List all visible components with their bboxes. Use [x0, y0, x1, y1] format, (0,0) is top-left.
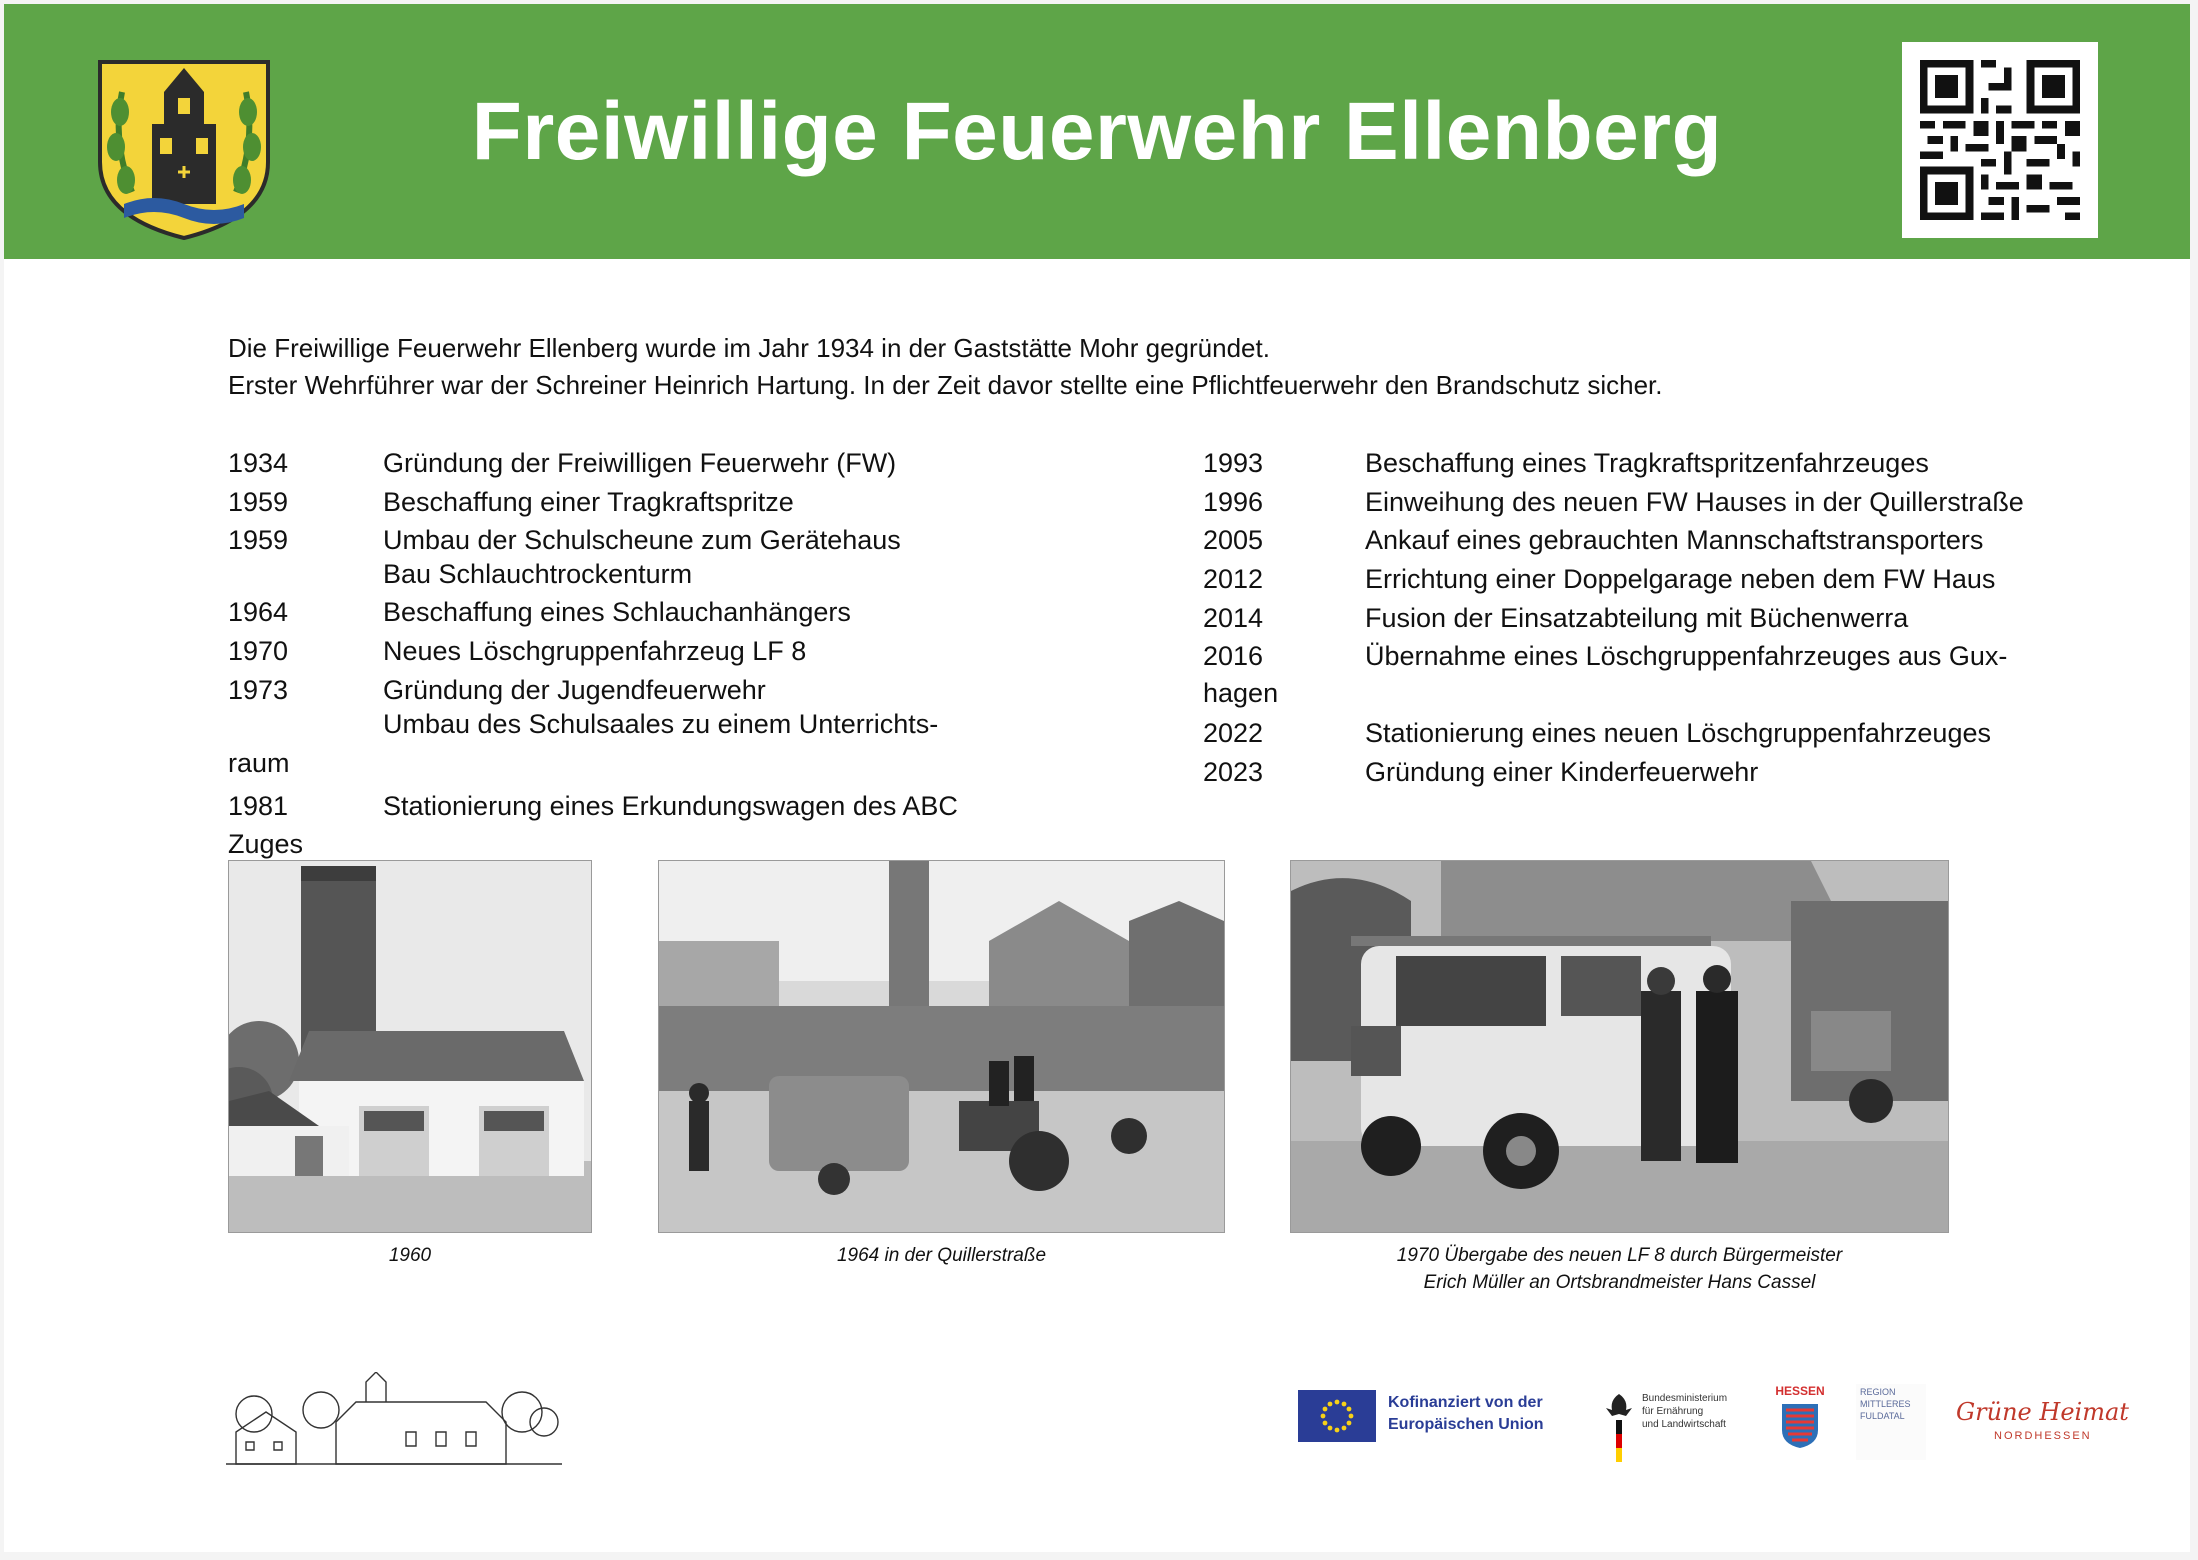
timeline-year: 1959	[228, 525, 289, 556]
timeline-year: 1970	[228, 636, 289, 667]
bmel-line-1: Bundesministerium	[1642, 1393, 1728, 1404]
region-text	[1860, 1386, 1911, 1422]
timeline-year: 1996	[1203, 486, 1264, 517]
photo-1960-fire-station	[228, 860, 592, 1233]
timeline-year: 2022	[1203, 718, 1264, 749]
timeline-year: 1964	[228, 597, 289, 628]
gh-nordhessen: NORDHESSEN	[1994, 1430, 2092, 1442]
timeline-event: Gründung der Jugendfeuerwehr	[383, 674, 766, 705]
qr-code-icon[interactable]	[1902, 42, 2098, 238]
timeline-event: Stationierung eines neuen Löschgruppenfahrzeuges	[1365, 718, 1991, 749]
coat-of-arms-icon	[94, 52, 274, 242]
timeline-event: Beschaffung eines Tragkraftspritzenfahrzeuges	[1365, 448, 1929, 478]
hessen-label: HESSEN	[1775, 1384, 1825, 1398]
timeline-event: Beschaffung eines Schlauchanhängers	[383, 597, 851, 628]
region-line-2: MITTLERES	[1860, 1399, 1911, 1409]
bmel-logo	[1602, 1390, 1742, 1462]
timeline-event-wrap: hagen	[1203, 678, 1279, 709]
gh-script: Grüne Heimat	[1956, 1398, 2129, 1426]
bmel-text	[1642, 1392, 1727, 1431]
timeline-event-wrap: raum	[228, 747, 290, 778]
timeline-year: 1959	[228, 486, 289, 517]
hessen-logo	[1772, 1384, 1828, 1454]
intro-line-2: Erster Wehrführer war der Schreiner Heinrich Hartung. In der Zeit davor stellte eine Pflichtfeuerwehr den Brandschutz sicher.	[228, 370, 1663, 400]
region-line-1: REGION	[1860, 1387, 1896, 1397]
timeline-year: 1981	[228, 790, 289, 821]
timeline-year: 2012	[1203, 564, 1264, 595]
timeline-event-continuation: Bau Schlauchtrockenturm	[383, 559, 693, 590]
intro-text	[228, 330, 1663, 404]
photo-caption: 1960	[388, 1245, 432, 1266]
timeline-year: 1934	[228, 448, 289, 478]
photo-1964-tractor	[658, 860, 1225, 1233]
photo-1970-lf8-handover	[1290, 860, 1949, 1233]
timeline-event: Gründung einer Kinderfeuerwehr	[1365, 757, 1759, 788]
timeline-event: Gründung der Freiwilligen Feuerwehr (FW)	[383, 448, 897, 478]
bmel-line-3: und Landwirtschaft	[1642, 1419, 1726, 1430]
timeline-year: 2016	[1203, 641, 1264, 672]
bmel-line-2: für Ernährung	[1642, 1406, 1704, 1417]
timeline-event: Errichtung einer Doppelgarage neben dem FW Haus	[1365, 564, 1996, 595]
photo-caption	[1290, 1242, 1949, 1296]
timeline-event: Ankauf eines gebrauchten Mannschaftstransporters	[1365, 525, 1984, 556]
photo-caption: 1964 in der Quillerstraße	[836, 1245, 1047, 1266]
photo-caption-line-1: 1970 Übergabe des neuen LF 8 durch Bürgermeister	[1396, 1245, 1843, 1266]
page-title: Freiwillige Feuerwehr Ellenberg	[471, 85, 1723, 177]
timeline-event: Neues Löschgruppenfahrzeug LF 8	[383, 636, 807, 667]
eu-flag-icon	[1298, 1390, 1376, 1442]
timeline-event: Umbau der Schulscheune zum Gerätehaus	[383, 525, 901, 556]
eu-line-2: Europäischen Union	[1388, 1416, 1544, 1433]
photo-caption-line-2: Erich Müller an Ortsbrandmeister Hans Cassel	[1423, 1272, 1816, 1293]
eu-cofinanced-label	[1388, 1392, 1544, 1436]
eu-line-1: Kofinanziert von der	[1388, 1394, 1543, 1411]
timeline-event: Einweihung des neuen FW Hauses in der Quillerstraße	[1365, 486, 2024, 517]
timeline-year: 2005	[1203, 525, 1264, 556]
timeline-event: Stationierung eines Erkundungswagen des ABC	[383, 790, 958, 821]
hessen-lion-shield-icon	[1780, 1402, 1820, 1450]
intro-line-1: Die Freiwillige Feuerwehr Ellenberg wurde im Jahr 1934 in der Gaststätte Mohr gegründet.	[228, 333, 1270, 363]
timeline-event: Übernahme eines Löschgruppenfahrzeuges aus Gux-	[1365, 641, 2008, 672]
region-line-3: FULDATAL	[1860, 1411, 1905, 1421]
gruene-heimat-logo	[1956, 1398, 2129, 1458]
timeline-year: 2023	[1203, 757, 1264, 788]
region-fuldatal-logo	[1856, 1384, 1926, 1460]
header-banner	[4, 4, 2190, 259]
timeline-year: 1993	[1203, 448, 1264, 478]
federal-eagle-icon	[1602, 1390, 1636, 1462]
timeline-event: Fusion der Einsatzabteilung mit Büchenwerra	[1365, 602, 1909, 633]
timeline-year: 1973	[228, 674, 289, 705]
village-sketch-icon	[226, 1372, 562, 1468]
timeline-event-continuation: Umbau des Schulsaales zu einem Unterrichts-	[383, 708, 939, 739]
timeline-year: 2014	[1203, 602, 1264, 633]
timeline-event: Beschaffung einer Tragkraftspritze	[383, 486, 794, 517]
timeline-event-wrap: Zuges	[228, 828, 304, 859]
